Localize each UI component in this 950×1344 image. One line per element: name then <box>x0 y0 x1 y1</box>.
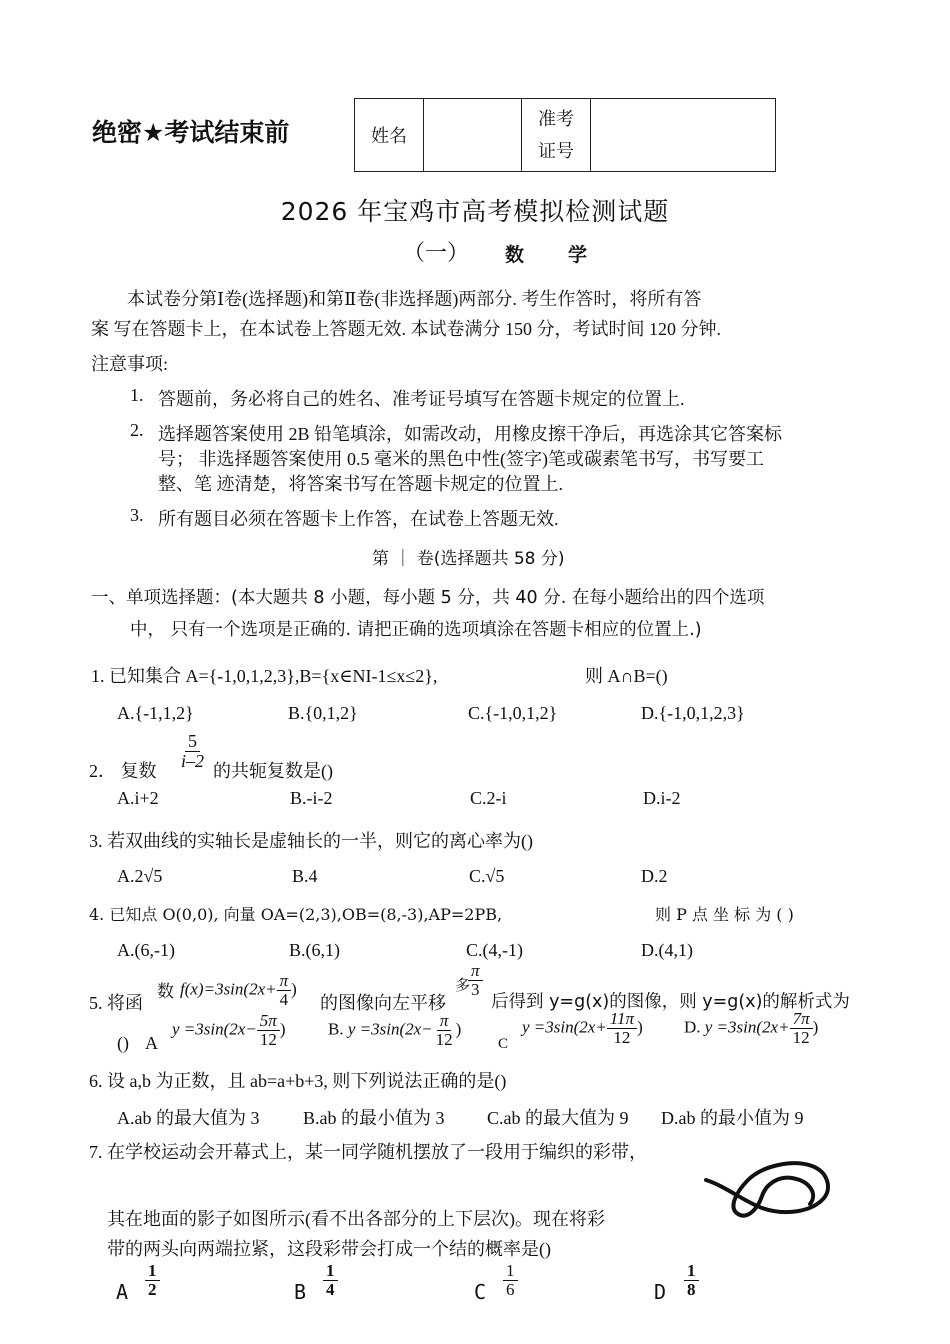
exam-title: 2026 年宝鸡市高考模拟检测试题 <box>280 197 670 226</box>
q5-function-den: 4 <box>279 989 289 1009</box>
q5-option-d-den: 12 <box>792 1027 810 1047</box>
q7-option-a-num: 1 <box>145 1262 160 1281</box>
note-2-line-2: 号； 非选择题答案使用 0.5 毫米的黑色中性(签字)笔或碳素笔书写，书写要工 <box>158 449 764 469</box>
q5-duo: 多 <box>455 978 471 994</box>
q5-option-c-label: C <box>498 1036 509 1052</box>
note-2-line-3: 整、笔 迹清楚，将答案书写在答题卡规定的位置上. <box>158 474 563 494</box>
q5-option-a-label: A <box>145 1033 158 1053</box>
exam-id-field[interactable] <box>591 99 776 172</box>
q5-option-d-expr <box>684 1010 818 1047</box>
q7-option-c-frac <box>503 1262 518 1299</box>
exam-id-label <box>522 99 591 172</box>
q5-mid: 的图像向左平移 <box>320 993 446 1013</box>
q7-option-b-den: 4 <box>326 1279 335 1299</box>
part-one-heading-line-1: 一、单项选择题：(本大题共 8 小题，每小题 5 分，共 40 分. 在每小题给出的四个选项 <box>91 588 765 608</box>
q5-function-close: ) <box>291 979 297 999</box>
q4-option-a: A.(6,-1) <box>117 940 175 960</box>
q4-stem-tail: 则 P 点 坐 标 为 ( ) <box>655 905 794 924</box>
name-field[interactable] <box>424 99 522 172</box>
q2-prefix: 2． 复数 <box>89 761 157 781</box>
exam-id-label-line2: 证号 <box>538 141 574 161</box>
q5-option-c-num: 11π <box>607 1010 637 1029</box>
q7-line-3: 带的两头向两端拉紧，这段彩带会打成一个结的概率是() <box>107 1239 551 1259</box>
q5-option-b-num: π <box>437 1012 452 1031</box>
note-2-num: 2. <box>130 420 144 440</box>
q3-option-a: A.2√5 <box>117 866 163 886</box>
q7-option-b-num: 1 <box>323 1262 338 1281</box>
q7-option-a-frac <box>145 1262 160 1299</box>
q2-option-a: A.i+2 <box>117 788 159 808</box>
q6-option-c: C.ab 的最大值为 9 <box>487 1108 629 1128</box>
q5-option-a-expr <box>172 1012 286 1049</box>
q5-function <box>180 972 297 1009</box>
q2-option-b: B.-i-2 <box>290 788 333 808</box>
q5-option-b-den: 12 <box>435 1029 453 1049</box>
q7-option-c-num: 1 <box>503 1262 518 1281</box>
q5-option-b-expr-text: y =3sin(2x− <box>347 1019 433 1039</box>
ribbon-shadow-figure <box>700 1150 835 1230</box>
note-1-text: 答题前，务必将自己的姓名、准考证号填写在答题卡规定的位置上. <box>158 389 685 409</box>
q5-option-c-expr <box>522 1010 643 1047</box>
part-one-heading-line-2: 中， 只有一个选项是正确的. 请把正确的选项填涂在答题卡相应的位置上.) <box>130 620 702 640</box>
note-3-num: 3. <box>130 505 144 525</box>
section-title: 第 ｜ 卷(选择题共 58 分) <box>372 549 565 569</box>
note-3-text: 所有题目必须在答题卡上作答，在试卷上答题无效. <box>158 509 559 529</box>
q5-option-a-num: 5π <box>257 1012 280 1031</box>
ribbon-curve <box>706 1163 828 1215</box>
q2-option-c: C.2-i <box>470 788 507 808</box>
candidate-info-table <box>354 98 776 172</box>
q5-shu: 数 <box>157 982 174 1001</box>
q5-option-a-expr-text: y =3sin(2x− <box>172 1019 257 1039</box>
q5-shift-num: π <box>468 962 483 981</box>
q5-option-d-expr-text: y =3sin(2x+ <box>704 1017 790 1037</box>
q1-option-c: C.{-1,0,1,2} <box>468 703 558 723</box>
q5-option-b-expr <box>328 1012 461 1049</box>
title-subject-2: 学 <box>568 244 588 266</box>
q3-option-d: D.2 <box>641 866 668 886</box>
q5-option-d-label: D. <box>684 1017 701 1037</box>
note-1-num: 1. <box>130 385 144 405</box>
q5-function-lhs: f(x)=3sin(2x+ <box>180 979 277 999</box>
q7-option-a-den: 2 <box>148 1279 157 1299</box>
q5-option-d-close: ) <box>812 1017 819 1037</box>
q2-fraction <box>178 732 207 771</box>
q3-stem: 3. 若双曲线的实轴长是虚轴长的一半，则它的离心率为() <box>89 831 533 851</box>
q5-shift-den: 3 <box>471 979 480 999</box>
q3-option-b: B.4 <box>292 866 318 886</box>
q6-option-d: D.ab 的最小值为 9 <box>661 1108 804 1128</box>
q1-stem: 1. 已知集合 A={-1,0,1,2,3},B={x∈NI-1≤x≤2}, <box>91 666 438 686</box>
q4-option-b: B.(6,1) <box>289 940 340 960</box>
q7-line-2: 其在地面的影子如图所示(看不出各部分的上下层次)。现在将彩 <box>107 1209 605 1229</box>
intro-line-2: 案 写在答题卡上，在本试卷上答题无效. 本试卷满分 150 分，考试时间 120 分钟. <box>91 319 721 339</box>
confidential-label: 绝密★考试结束前 <box>92 118 290 147</box>
q5-option-c-close: ) <box>637 1017 643 1037</box>
q5-option-c-expr-text: y =3sin(2x+ <box>522 1017 607 1037</box>
q7-option-b-frac <box>323 1262 338 1299</box>
q1-option-d: D.{-1,0,1,2,3} <box>641 703 745 723</box>
q4-option-d: D.(4,1) <box>641 940 693 960</box>
q4-option-c: C.(4,-1) <box>466 940 523 960</box>
q5-option-d-num: 7π <box>790 1010 813 1029</box>
title-subject-1: 数 <box>505 244 525 266</box>
q5-option-a-close: ) <box>279 1019 286 1039</box>
exam-id-label-line1: 准考 <box>538 109 574 129</box>
q6-stem: 6. 设 a,b 为正数，且 ab=a+b+3, 则下列说法正确的是() <box>89 1071 507 1091</box>
q7-option-d-den: 8 <box>687 1279 696 1299</box>
q7-option-b-label: B <box>294 1280 307 1304</box>
q2-option-d: D.i-2 <box>643 788 681 808</box>
q3-option-c: C.√5 <box>469 866 505 886</box>
q5-option-b-close: ) <box>455 1019 462 1039</box>
q7-line-1: 7. 在学校运动会开幕式上，某一同学随机摆放了一段用于编织的彩带， <box>89 1142 647 1162</box>
q1-option-a: A.{-1,1,2} <box>117 703 194 723</box>
q7-option-c-den: 6 <box>506 1279 515 1299</box>
q5-option-c-den: 12 <box>613 1027 631 1047</box>
notes-heading: 注意事项: <box>91 354 169 374</box>
q5-paren: () <box>117 1033 129 1053</box>
name-label: 姓名 <box>355 99 424 172</box>
title-part: （一） <box>403 241 470 266</box>
q5-option-a-den: 12 <box>259 1029 277 1049</box>
q6-option-b: B.ab 的最小值为 3 <box>303 1108 445 1128</box>
intro-line-1: 本试卷分第Ⅰ卷(选择题)和第Ⅱ卷(非选择题)两部分. 考生作答时，将所有答 <box>127 289 702 309</box>
q5-num: 5. 将函 <box>89 993 143 1013</box>
q6-option-a: A.ab 的最大值为 3 <box>117 1108 260 1128</box>
q5-option-b-label: B. <box>328 1019 344 1039</box>
q7-option-d-num: 1 <box>684 1262 699 1281</box>
q5-tail: 后得到 y=g(x)的图像，则 y=g(x)的解析式为 <box>491 992 850 1012</box>
q7-option-a-label: A <box>116 1280 129 1304</box>
q4-stem: 4. 已知点 O(0,0), 向量 OA=(2,3),OB=(8,-3),AP=2PB, <box>89 905 503 924</box>
q7-option-c-label: C <box>474 1280 487 1304</box>
q2-frac-num: 5 <box>185 732 200 752</box>
q7-option-d-frac <box>684 1262 699 1299</box>
note-2-line-1: 选择题答案使用 2B 铅笔填涂，如需改动，用橡皮擦干净后，再选涂其它答案标 <box>158 424 783 444</box>
q2-frac-den: i–2 <box>181 750 205 771</box>
q5-function-num: π <box>277 972 292 991</box>
q2-suffix: 的共轭复数是() <box>213 761 333 781</box>
q1-stem-tail: 则 A∩B=() <box>585 666 668 686</box>
q1-option-b: B.{0,1,2} <box>288 703 358 723</box>
q5-shift-fraction <box>468 962 483 999</box>
q7-option-d-label: D <box>654 1280 667 1304</box>
